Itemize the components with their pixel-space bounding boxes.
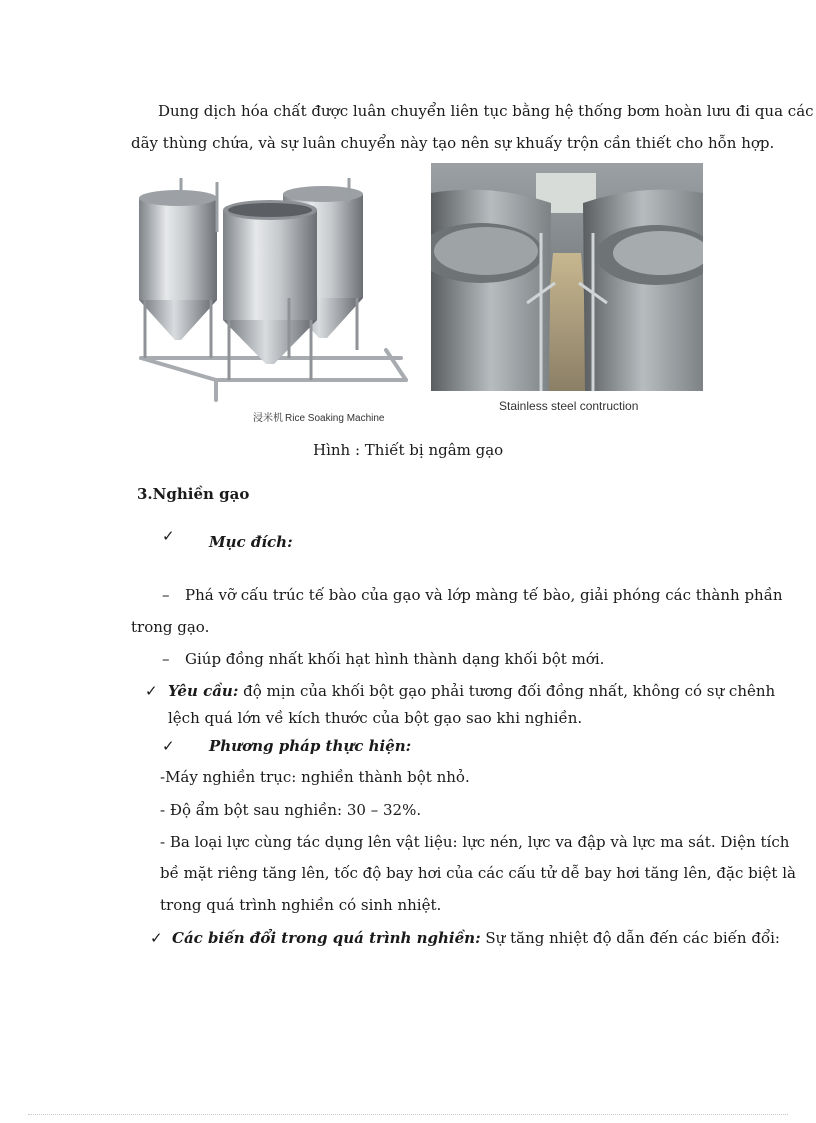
requirement-text: độ mịn của khối bột gạo phải tương đối đồng nhất, không có sự chênh [238, 682, 776, 700]
stainless-steel-drawing [431, 163, 703, 415]
purpose-label: Mục đích: [209, 533, 293, 551]
changes-line [172, 922, 780, 954]
stainless-steel-image [431, 163, 703, 415]
method-line-2: - Độ ẩm bột sau nghiền: 30 – 32%. [160, 801, 422, 819]
purpose-item-1-line-2: trong gạo. [131, 618, 210, 636]
requirement-label: Yêu cầu: [168, 682, 239, 700]
changes-text: Sự tăng nhiệt độ dẫn đến các biến đổi: [480, 929, 780, 947]
method-line-1: -Máy nghiền trục: nghiền thành bột nhỏ. [160, 768, 470, 786]
method-label: Phương pháp thực hiện: [209, 737, 412, 755]
left-image-caption-en: Rice Soaking Machine [285, 413, 385, 424]
right-image-caption: Stainless steel contruction [499, 399, 639, 413]
checkmark-icon: ✓ [145, 682, 158, 700]
rice-soaking-machine-drawing [131, 172, 413, 430]
section-heading: 3.Nghiền gạo [137, 485, 250, 503]
checkmark-icon: ✓ [150, 929, 163, 947]
left-image-caption-cn: 浸米机 [253, 413, 283, 424]
changes-label: Các biến đổi trong quá trình nghiền: [172, 929, 481, 947]
intro-line-1: Dung dịch hóa chất được luân chuyển liên tục bằng hệ thống bơm hoàn lưu đi qua các [158, 102, 814, 120]
intro-line-2: dãy thùng chứa, và sự luân chuyển này tạo nên sự khuấy trộn cần thiết cho hỗn hợp. [131, 134, 775, 152]
purpose-item-1-line-1: Phá vỡ cấu trúc tế bào của gạo và lớp màng tế bào, giải phóng các thành phần [185, 586, 783, 604]
page-bottom-rule [28, 1114, 788, 1115]
checkmark-icon: ✓ [162, 527, 175, 545]
method-line-4: bề mặt riêng tăng lên, tốc độ bay hơi của các cấu tử dễ bay hơi tăng lên, đặc biệt là [160, 864, 796, 882]
rice-soaking-machine-image [131, 172, 413, 430]
dash-marker: – [162, 586, 170, 604]
requirement-line-2: lệch quá lớn về kích thước của bột gạo sao khi nghiền. [168, 709, 583, 727]
figure-caption: Hình : Thiết bị ngâm gạo [313, 441, 504, 459]
method-line-3: - Ba loại lực cùng tác dụng lên vật liệu: lực nén, lực va đập và lực ma sát. Diện tích [160, 833, 790, 851]
checkmark-icon: ✓ [162, 737, 175, 755]
purpose-item-2-line-1: Giúp đồng nhất khối hạt hình thành dạng khối bột mới. [185, 650, 605, 668]
method-line-5: trong quá trình nghiền có sinh nhiệt. [160, 896, 442, 914]
dash-marker: – [162, 650, 170, 668]
